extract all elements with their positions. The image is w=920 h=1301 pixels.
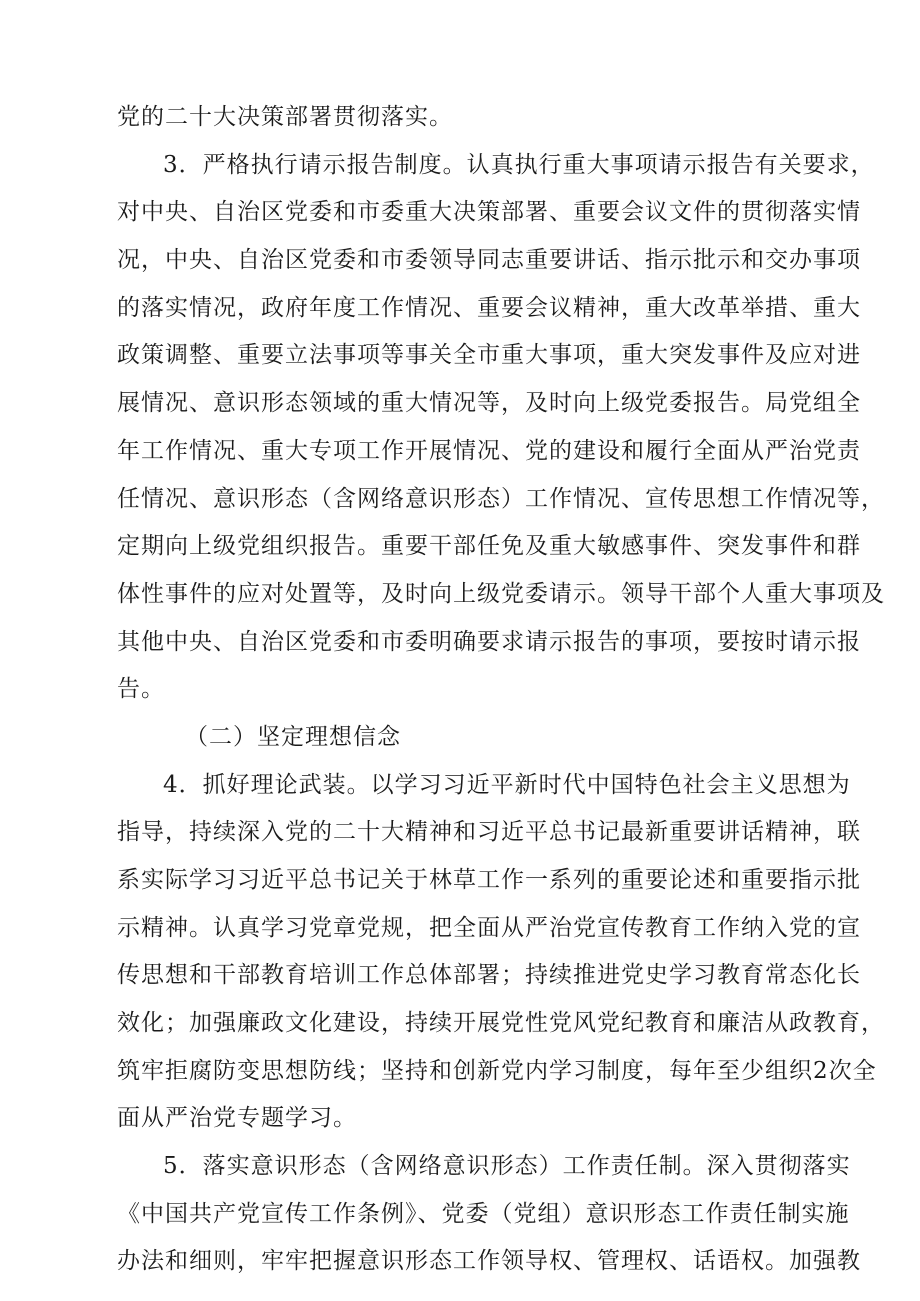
text-line: 年工作情况、重大专项工作开展情况、党的建设和履行全面从严治党责 [117, 438, 861, 464]
text-line: 筑牢拒腐防变思想防线；坚持和创新党内学习制度，每年至少组织2次全 [117, 1058, 877, 1084]
text-line: 对中央、自治区党委和市委重大决策部署、重要会议文件的贯彻落实情 [117, 199, 861, 225]
text-line: 效化；加强廉政文化建设，持续开展党性党风党纪教育和廉洁从政教育， [117, 1010, 885, 1036]
section-heading: （二）坚定理想信念 [185, 724, 401, 750]
text-line: 其他中央、自治区党委和市委明确要求请示报告的事项，要按时请示报 [117, 629, 861, 655]
text-line: 政策调整、重要立法事项等事关全市重大事项，重大突发事件及应对进 [117, 342, 861, 368]
text-line: 办法和细则，牢牢把握意识形态工作领导权、管理权、话语权。加强教 [117, 1248, 861, 1274]
text-line: 面从严治党专题学习。 [117, 1105, 357, 1131]
text-line: 告。 [117, 676, 165, 702]
text-line: 传思想和干部教育培训工作总体部署；持续推进党史学习教育常态化长 [117, 962, 861, 988]
item-4-title-line: 4．抓好理论武装。以学习习近平新时代中国特色社会主义思想为 [163, 772, 851, 798]
text-line: 党的二十大决策部署贯彻落实。 [117, 104, 453, 130]
text-line: 指导，持续深入党的二十大精神和习近平总书记最新重要讲话精神，联 [117, 819, 861, 845]
text-line: 的落实情况，政府年度工作情况、重要会议精神，重大改革举措、重大 [117, 295, 861, 321]
text-line: 示精神。认真学习党章党规，把全面从严治党宣传教育工作纳入党的宣 [117, 915, 861, 941]
text-line: 系实际学习习近平总书记关于林草工作一系列的重要论述和重要指示批 [117, 867, 861, 893]
text-line: 任情况、意识形态（含网络意识形态）工作情况、宣传思想工作情况等， [117, 486, 885, 512]
text-line: 《中国共产党宣传工作条例》、党委（党组）意识形态工作责任制实施 [117, 1201, 850, 1227]
item-5-title-line: 5．落实意识形态（含网络意识形态）工作责任制。深入贯彻落实 [163, 1153, 851, 1179]
text-line: 体性事件的应对处置等，及时向上级党委请示。领导干部个人重大事项及 [117, 581, 885, 607]
text-line: 况，中央、自治区党委和市委领导同志重要讲话、指示批示和交办事项 [117, 247, 861, 273]
item-3-title-line: 3．严格执行请示报告制度。认真执行重大事项请示报告有关要求， [163, 152, 875, 178]
text-line: 展情况、意识形态领域的重大情况等，及时向上级党委报告。局党组全 [117, 390, 861, 416]
text-line: 定期向上级党组织报告。重要干部任免及重大敏感事件、突发事件和群 [117, 533, 861, 559]
